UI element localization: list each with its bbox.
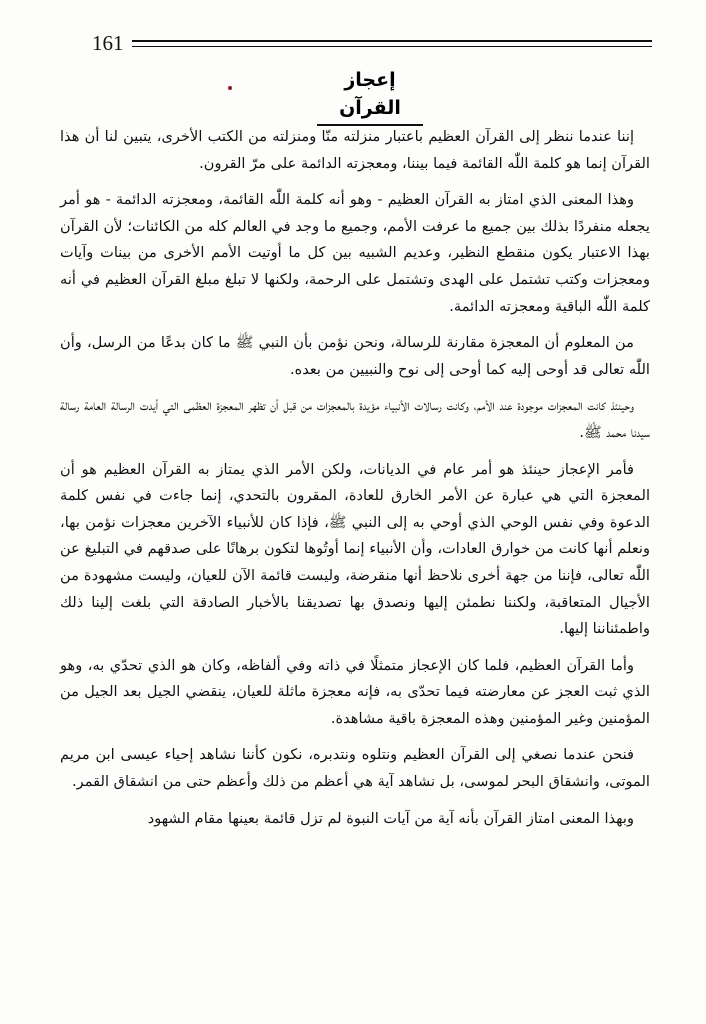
paragraph-5: فأمر الإعجاز حينئذ هو أمر عام في الديانات، ولكن الأمر الذي يمتاز به القرآن العظيم هو أن المعجزة التي هي عبارة عن الأمر الخارق للعادة، المقرون بالتحدي، إنما جاءت في نفس كلمة الدعوة وفي نفس الوحي الذي أوحي به إلى النبي ﷺ، فإذا كان للأنبياء الآخرين معجزات نؤمن بها، ونعلم أنها كانت من خوارق العادات، وأن الأنبياء إنما أوتُوها لتكون برهانًا على صدقهم في التبليغ عن اللّٰه تعالى، فإننا من جهة أخرى نلاحظ أنها منقرضة، وليست قائمة الآن للعيان، وليست مشهودة من الأجيال المتعاقبة، ولكننا نطمئن إليها ونصدق بها تصديقنا بالأخبار الصادقة التي بلغت إلينا ذلك واطمئناننا إليها.	[60, 460, 650, 638]
paragraph-7: فنحن عندما نصغي إلى القرآن العظيم ونتلوه ونتدبره، نكون كأننا نشاهد إحياء عيسى ابن مريم الموتى، وانشقاق البحر لموسى، بل نشاهد آية هي أعظم من ذلك وأعظم حتى من انشقاق القمر.	[60, 746, 650, 791]
paragraph-8: وبهذا المعنى امتاز القرآن بأنه آية من آيات النبوة لم تزل قائمة بعينها مقام الشهود	[147, 809, 634, 827]
chapter-title: إعجاز القرآن	[339, 69, 401, 119]
paragraph-3: من المعلوم أن المعجزة مقارنة للرسالة، ونحن نؤمن بأن النبي ﷺ ما كان بدعًا من الرسل، وأن اللّٰه تعالى قد أوحى إليه كما أوحى إلى نوح والنبيين من بعده.	[60, 334, 650, 378]
body-text	[60, 124, 650, 832]
chapter-title-block	[314, 66, 426, 126]
ink-dot-mark	[228, 86, 232, 90]
paragraph-2: وهذا المعنى الذي امتاز به القرآن العظيم - وهو أنه كلمة اللّٰه القائمة، ومعجزته الدائمة - هو أمر يجعله منفردًا بذلك بين جميع ما عرفت الأمم، وجميع ما وجد في العالم كله من الكائنات؛ لأن القرآن بهذا الاعتبار يكون منقطع النظير، وعديم الشبيه بين كل ما أوتيت الأمم الأخرى من بينات وآيات ومعجزات وكتب تشتمل على الهدى وتشتمل على الرحمة، ولكنها لا تبلغ مبلغ القرآن العظيم في أنه كلمة اللّٰه الباقية ومعجزته الدائمة.	[60, 191, 650, 315]
page-header	[92, 30, 652, 56]
page-number: 161	[92, 31, 124, 55]
header-rule-thick	[132, 40, 652, 42]
header-rule-thin	[132, 46, 652, 47]
paragraph-4: وحينئذ كانت المعجزات موجودة عند الأمم، وكانت رسالات الأنبياء مؤيدة بالمعجزات من قبل أن تظهر المعجزة العظمى التي أيدت الرسالة العامة رسالة سيدنا محمد ﷺ.	[60, 397, 650, 441]
paragraph-1: إننا عندما ننظر إلى القرآن العظيم باعتبار منزلته منّا ومنزلته من الكتب الأخرى، يتبين لنا أن هذا القرآن إنما هو كلمة اللّٰه القائمة فيما بيننا، ومعجزته الدائمة على مرّ القرون.	[60, 128, 650, 172]
paragraph-6: وأما القرآن العظيم، فلما كان الإعجاز متمثلًا في ذاته وفي ألفاظه، وكان هو الذي تحدّي به، وهو الذي ثبت العجز عن معارضته فيما تحدّى به، فإنه معجزة ماثلة للعيان، ينقضي الجيل بعد الجيل من المؤمنين وغير المؤمنين وهذه المعجزة باقية مشاهدة.	[60, 656, 650, 727]
